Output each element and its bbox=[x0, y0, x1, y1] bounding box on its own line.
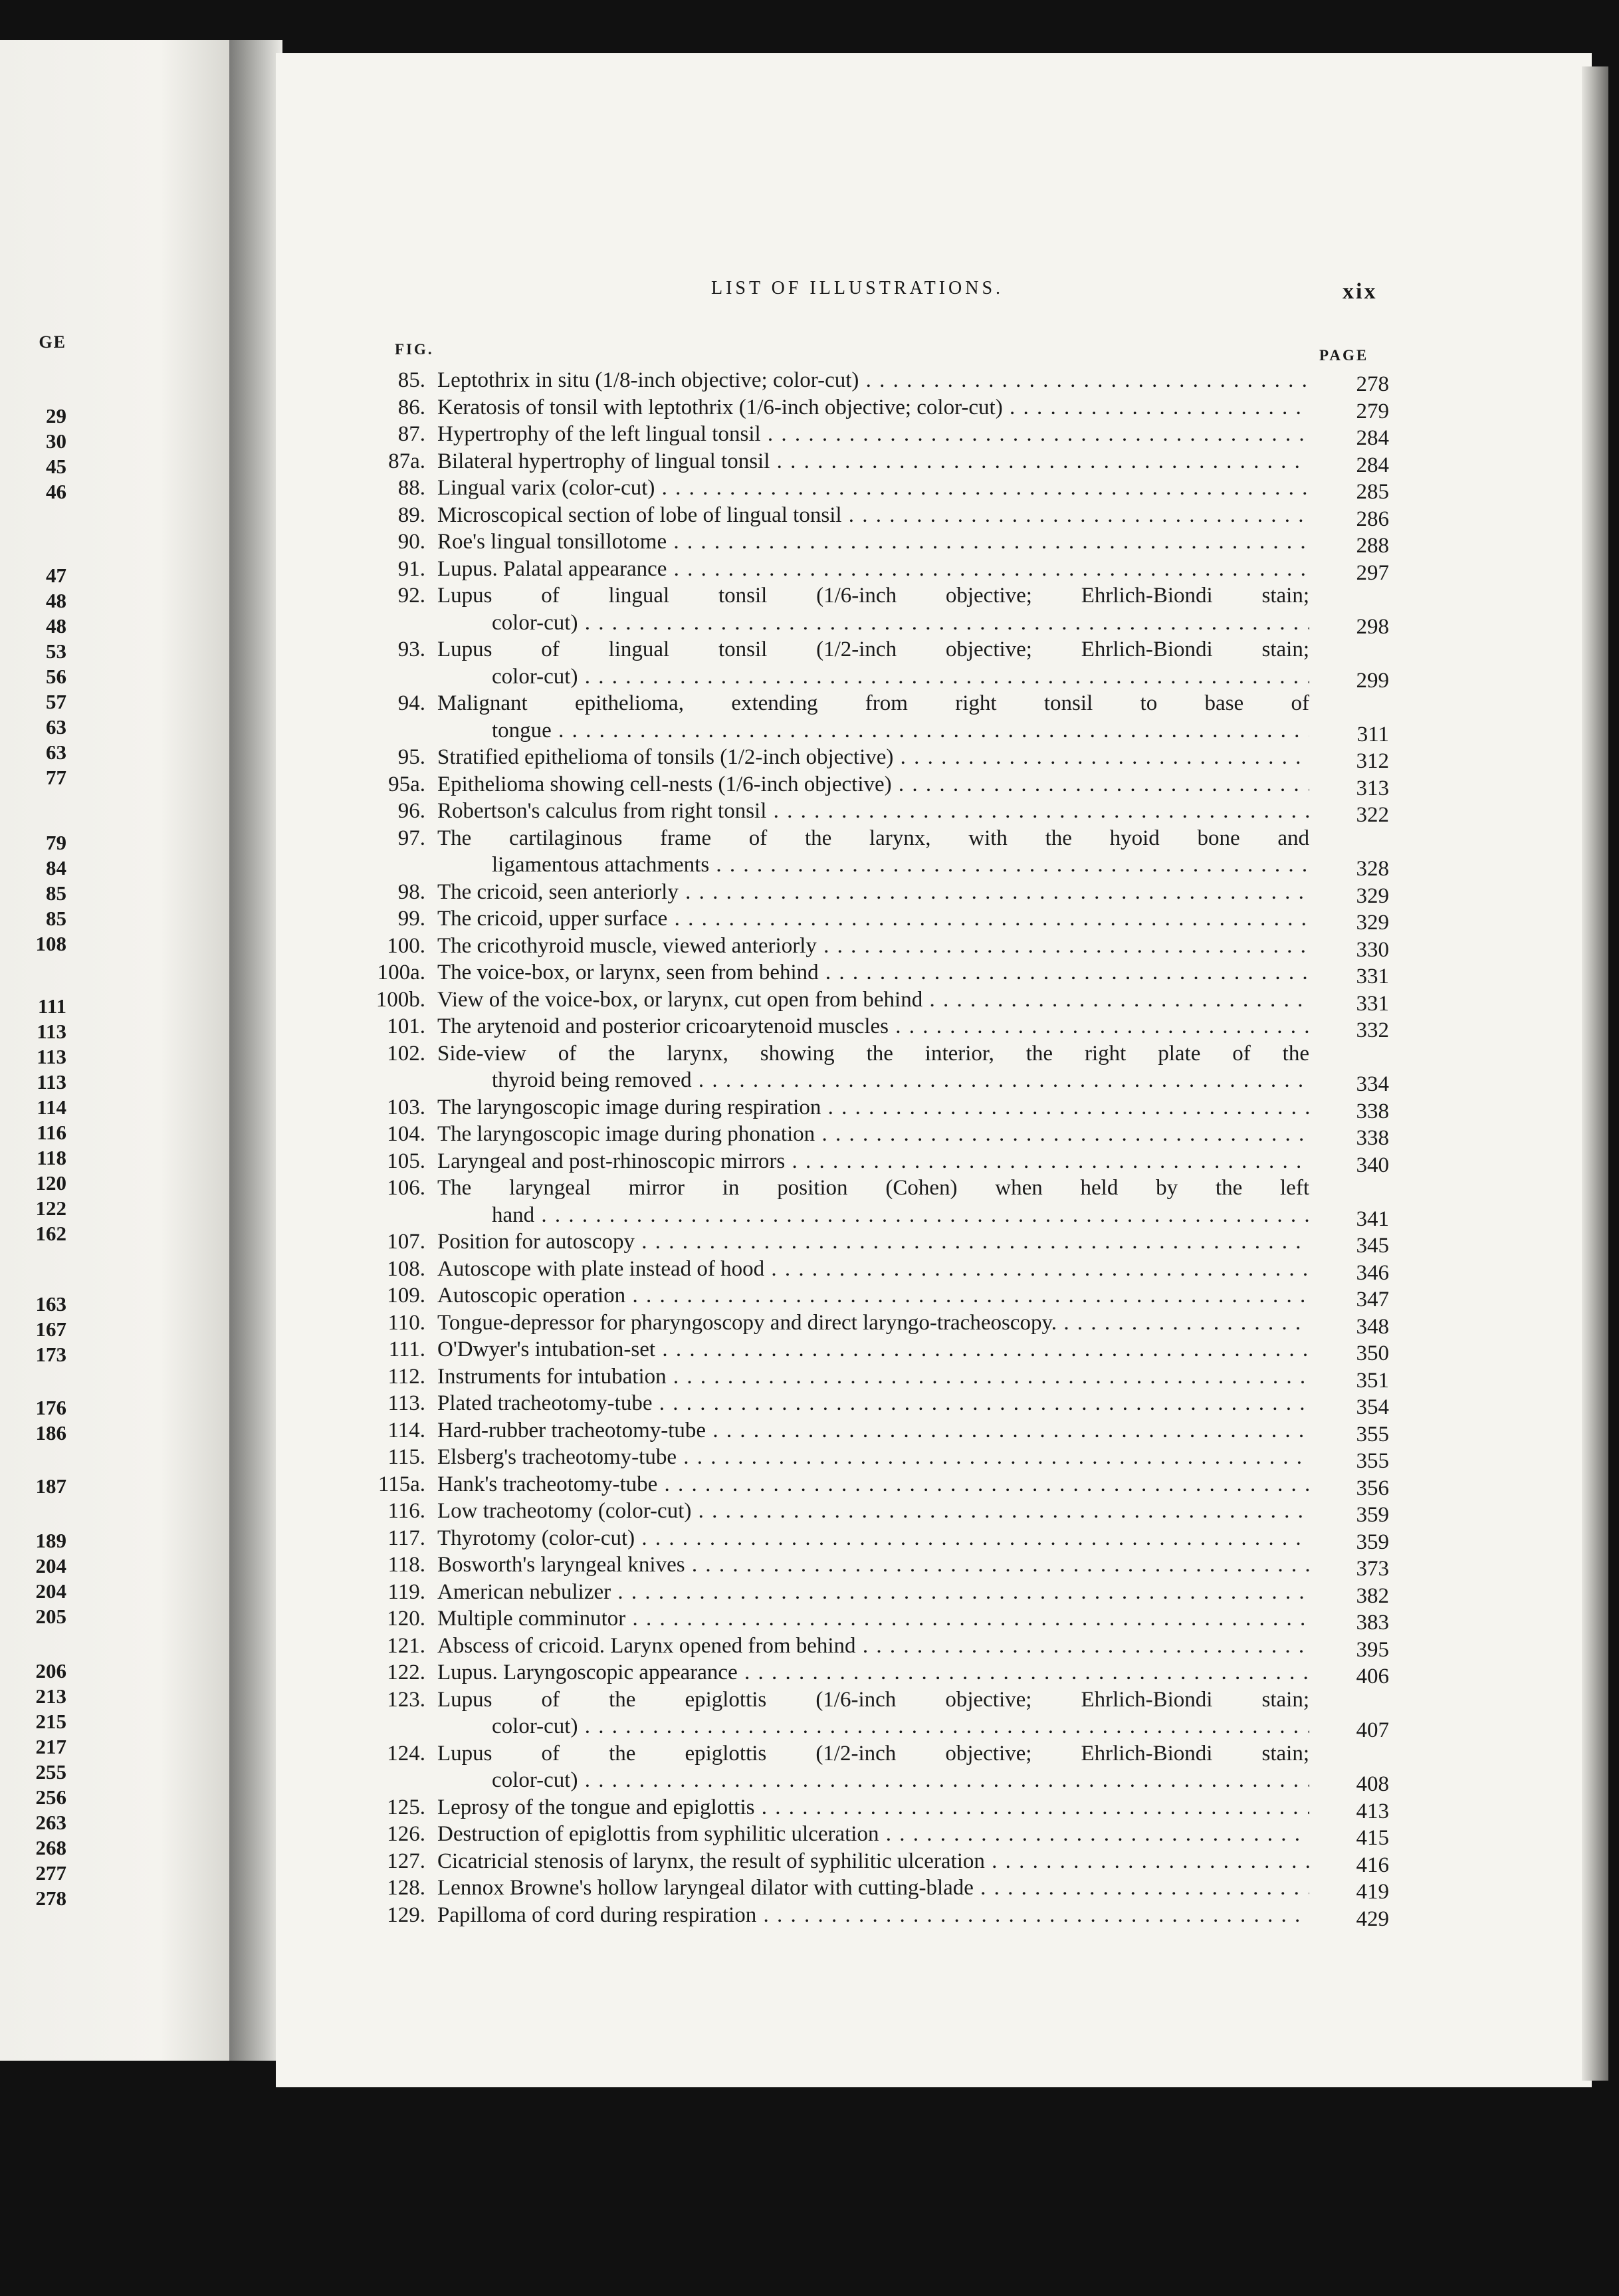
page-number: 382 bbox=[1356, 1583, 1389, 1608]
left-page-number: 173 bbox=[35, 1343, 66, 1366]
figure-number: 101. bbox=[387, 1014, 425, 1038]
figure-caption: Hard-rubber tracheotomy-tube . . . bbox=[437, 1417, 1309, 1444]
figure-caption: O'Dwyer's intubation-set . . . bbox=[437, 1336, 1309, 1363]
page-number: 415 bbox=[1356, 1826, 1389, 1850]
figure-caption: The cricoid, upper surface . . . bbox=[437, 905, 1309, 932]
figure-number: 105. bbox=[387, 1149, 425, 1173]
illustration-entry bbox=[366, 1094, 1389, 1121]
figure-number: 90. bbox=[397, 530, 425, 554]
figure-caption: Instruments for intubation . . . bbox=[437, 1363, 1309, 1390]
page-number: 330 bbox=[1356, 937, 1389, 962]
illustration-entry bbox=[366, 905, 1389, 933]
illustration-entry bbox=[366, 933, 1389, 960]
figure-caption-continued: tongue . . . bbox=[492, 717, 1309, 744]
illustration-entry bbox=[366, 1821, 1389, 1848]
figure-number: 108. bbox=[387, 1256, 425, 1281]
page-number: 286 bbox=[1356, 507, 1389, 531]
page-number: 383 bbox=[1356, 1611, 1389, 1635]
left-page-number: 176 bbox=[35, 1396, 66, 1419]
left-page-number: 205 bbox=[35, 1605, 66, 1628]
left-page-number: 56 bbox=[46, 665, 66, 688]
figure-number: 114. bbox=[387, 1418, 425, 1442]
left-page-number: 63 bbox=[46, 715, 66, 739]
figure-caption: The laryngoscopic image during phonation . . . bbox=[437, 1121, 1309, 1147]
left-page-number: 116 bbox=[37, 1121, 66, 1144]
figure-caption: Tongue-depressor for pharyngoscopy and direct laryngo-tracheoscopy. . . . bbox=[437, 1310, 1309, 1336]
figure-caption: Side-view of the larynx, showing the interior, the right plate of the bbox=[437, 1041, 1309, 1066]
running-header: LIST OF ILLUSTRATIONS. bbox=[711, 278, 1004, 298]
illustration-entry bbox=[366, 1498, 1389, 1525]
figure-number: 107. bbox=[387, 1230, 425, 1254]
page-number: 313 bbox=[1356, 776, 1389, 800]
figure-caption: View of the voice-box, or larynx, cut open from behind . . . bbox=[437, 986, 1309, 1013]
figure-number: 88. bbox=[397, 476, 425, 500]
left-page-number: 48 bbox=[46, 614, 66, 637]
figure-number: 87. bbox=[397, 422, 425, 446]
left-page-number: 277 bbox=[35, 1861, 66, 1885]
page-number: 278 bbox=[1356, 372, 1389, 396]
figure-caption: Bosworth's laryngeal knives . . . bbox=[437, 1551, 1309, 1578]
book-gutter bbox=[229, 40, 282, 2061]
left-page-number: 111 bbox=[37, 994, 66, 1018]
figure-number: 122. bbox=[387, 1661, 425, 1684]
left-page-number: 204 bbox=[35, 1579, 66, 1603]
figure-caption: Lupus of lingual tonsil (1/6-inch objective; Ehrlich-Biondi stain; bbox=[437, 584, 1309, 608]
figure-number: 98. bbox=[397, 879, 425, 904]
figure-caption: Thyrotomy (color-cut) . . . bbox=[437, 1525, 1309, 1551]
page-number: 373 bbox=[1356, 1557, 1389, 1581]
figure-number: 125. bbox=[387, 1795, 425, 1819]
figure-caption: Microscopical section of lobe of lingual tonsil . . . bbox=[437, 502, 1309, 528]
page-number: 347 bbox=[1356, 1288, 1389, 1312]
figure-caption: Abscess of cricoid. Larynx opened from behind . . . bbox=[437, 1633, 1309, 1659]
left-page-number: 45 bbox=[46, 455, 66, 478]
illustration-entry bbox=[366, 1902, 1389, 1929]
figure-caption: The voice-box, or larynx, seen from behind . . . bbox=[437, 959, 1309, 986]
figure-caption: Bilateral hypertrophy of lingual tonsil . . . bbox=[437, 448, 1309, 475]
figure-number: 109. bbox=[387, 1284, 425, 1308]
illustration-entry bbox=[366, 1256, 1389, 1283]
illustration-entry bbox=[366, 1848, 1389, 1875]
figure-caption: American nebulizer . . . bbox=[437, 1579, 1309, 1605]
illustration-entry bbox=[366, 1875, 1389, 1902]
illustration-entry bbox=[366, 528, 1389, 556]
left-page-number: 215 bbox=[35, 1710, 66, 1733]
figure-number: 124. bbox=[387, 1741, 425, 1766]
figure-number: 95. bbox=[397, 745, 425, 769]
figure-number: 106. bbox=[387, 1176, 425, 1200]
page-number: 279 bbox=[1356, 399, 1389, 423]
left-page-number: 189 bbox=[35, 1529, 66, 1552]
figure-number: 92. bbox=[397, 584, 425, 608]
figure-caption-continued: color-cut) . . . bbox=[492, 663, 1309, 690]
left-page-number: 47 bbox=[46, 564, 66, 587]
page-number: 299 bbox=[1356, 668, 1389, 693]
page-number: 419 bbox=[1356, 1880, 1389, 1904]
left-page-number: 85 bbox=[46, 881, 66, 905]
illustration-entry bbox=[366, 1471, 1389, 1498]
left-page-number: 167 bbox=[35, 1318, 66, 1341]
page-number: 416 bbox=[1356, 1853, 1389, 1877]
illustration-entry bbox=[366, 879, 1389, 906]
figure-caption: Laryngeal and post-rhinoscopic mirrors . . . bbox=[437, 1148, 1309, 1175]
figure-number: 110. bbox=[387, 1310, 425, 1335]
illustration-entry bbox=[366, 1633, 1389, 1660]
page-number: 341 bbox=[1356, 1206, 1389, 1231]
figure-caption: Multiple comminutor . . . bbox=[437, 1605, 1309, 1632]
figure-caption: Low tracheotomy (color-cut) . . . bbox=[437, 1498, 1309, 1524]
left-page-number: 77 bbox=[46, 766, 66, 789]
illustration-entry bbox=[366, 367, 1389, 394]
left-page-number: 113 bbox=[37, 1070, 66, 1093]
left-page-number: 255 bbox=[35, 1760, 66, 1783]
left-page-number: 162 bbox=[35, 1222, 66, 1245]
left-page bbox=[0, 40, 229, 2061]
figure-number: 104. bbox=[387, 1122, 425, 1146]
figure-caption: The arytenoid and posterior cricoarytenoid muscles . . . bbox=[437, 1013, 1309, 1040]
page-number: 338 bbox=[1356, 1099, 1389, 1123]
figure-number: 119. bbox=[387, 1579, 425, 1604]
left-page-number: 187 bbox=[35, 1474, 66, 1498]
page-number: 331 bbox=[1356, 965, 1389, 988]
illustration-entry bbox=[366, 825, 1389, 879]
left-page-number: 114 bbox=[37, 1095, 66, 1119]
left-page-number: 213 bbox=[35, 1684, 66, 1708]
illustration-entry bbox=[366, 1040, 1389, 1094]
illustration-entry bbox=[366, 1525, 1389, 1552]
illustration-entry bbox=[366, 1310, 1389, 1337]
page-number: 329 bbox=[1356, 911, 1389, 935]
left-page-number: 163 bbox=[35, 1292, 66, 1316]
fig-column-label: FIG. bbox=[395, 341, 434, 358]
figure-caption: Malignant epithelioma, extending from right tonsil to base of bbox=[437, 691, 1309, 715]
figure-caption: Hypertrophy of the left lingual tonsil . . . bbox=[437, 421, 1309, 447]
page-number: 346 bbox=[1356, 1260, 1389, 1285]
figure-caption: Keratosis of tonsil with leptothrix (1/6-inch objective; color-cut) . . . bbox=[437, 394, 1309, 421]
figure-caption: The laryngeal mirror in position (Cohen) when held by the left bbox=[437, 1176, 1309, 1200]
page-number: 331 bbox=[1356, 991, 1389, 1016]
figure-caption: Leptothrix in situ (1/8-inch objective; color-cut) . . . bbox=[437, 367, 1309, 394]
figure-number: 126. bbox=[387, 1822, 425, 1846]
illustration-entry bbox=[366, 556, 1389, 583]
figure-number: 103. bbox=[387, 1095, 425, 1119]
page-number: 408 bbox=[1356, 1772, 1389, 1796]
figure-caption: Destruction of epiglottis from syphilitic ulceration . . . bbox=[437, 1821, 1309, 1847]
figure-caption: Lupus of lingual tonsil (1/2-inch objective; Ehrlich-Biondi stain; bbox=[437, 637, 1309, 661]
illustration-entry bbox=[366, 798, 1389, 825]
figure-number: 93. bbox=[397, 637, 425, 661]
figure-number: 127. bbox=[387, 1849, 425, 1873]
figure-caption: Stratified epithelioma of tonsils (1/2-inch objective) . . . bbox=[437, 744, 1309, 770]
page-number: 288 bbox=[1356, 534, 1389, 558]
figure-number: 100b. bbox=[376, 987, 425, 1012]
illustration-entry bbox=[366, 1148, 1389, 1175]
page-number: 285 bbox=[1356, 480, 1389, 504]
figure-caption: Position for autoscopy . . . bbox=[437, 1228, 1309, 1255]
figure-number: 94. bbox=[397, 691, 425, 715]
figure-number: 129. bbox=[387, 1902, 425, 1927]
illustration-entry bbox=[366, 421, 1389, 448]
figure-number: 115a. bbox=[378, 1472, 425, 1496]
figure-number: 85. bbox=[397, 368, 425, 392]
page-number: 407 bbox=[1356, 1718, 1389, 1742]
figure-caption-continued: color-cut) . . . bbox=[492, 610, 1309, 636]
figure-caption: Papilloma of cord during respiration . . . bbox=[437, 1902, 1309, 1928]
figure-caption-continued: thyroid being removed . . . bbox=[492, 1067, 1309, 1093]
figure-number: 113. bbox=[387, 1391, 425, 1415]
figure-caption: Lupus. Laryngoscopic appearance . . . bbox=[437, 1659, 1309, 1686]
page-number: 354 bbox=[1356, 1395, 1389, 1419]
page-number: 406 bbox=[1356, 1665, 1389, 1688]
figure-caption: The cricothyroid muscle, viewed anteriorly . . . bbox=[437, 933, 1309, 959]
left-page-number: 53 bbox=[46, 639, 66, 663]
figure-caption-continued: hand . . . bbox=[492, 1202, 1309, 1228]
illustration-entry bbox=[366, 1551, 1389, 1579]
illustration-entry bbox=[366, 771, 1389, 798]
left-page-number: 57 bbox=[46, 690, 66, 713]
page-number: 297 bbox=[1356, 560, 1389, 585]
figure-caption: The laryngoscopic image during respiration . . . bbox=[437, 1094, 1309, 1121]
figure-number: 112. bbox=[387, 1364, 425, 1389]
page-number: 284 bbox=[1356, 426, 1389, 450]
page-number: 322 bbox=[1356, 803, 1389, 827]
figure-number: 120. bbox=[387, 1607, 425, 1631]
illustration-entry bbox=[366, 1336, 1389, 1363]
figure-number: 99. bbox=[397, 907, 425, 931]
illustration-entry bbox=[366, 1390, 1389, 1417]
page-number: 351 bbox=[1356, 1368, 1389, 1393]
figure-caption: The cricoid, seen anteriorly . . . bbox=[437, 879, 1309, 905]
illustration-entry bbox=[366, 448, 1389, 475]
illustration-entry bbox=[366, 959, 1389, 986]
figure-caption: Lupus of the epiglottis (1/6-inch objective; Ehrlich-Biondi stain; bbox=[437, 1687, 1309, 1712]
page-number: 359 bbox=[1356, 1503, 1389, 1527]
figure-number: 128. bbox=[387, 1876, 425, 1900]
illustration-entry bbox=[366, 1579, 1389, 1606]
page-number: 334 bbox=[1356, 1072, 1389, 1096]
figure-number: 86. bbox=[397, 395, 425, 419]
left-page-number: 122 bbox=[35, 1197, 66, 1220]
figure-number: 91. bbox=[397, 556, 425, 581]
left-page-number: 263 bbox=[35, 1811, 66, 1834]
illustration-entry bbox=[366, 1740, 1389, 1794]
illustration-entry bbox=[366, 1228, 1389, 1256]
figure-number: 115. bbox=[387, 1445, 425, 1469]
figure-caption: Autoscope with plate instead of hood . . . bbox=[437, 1256, 1309, 1282]
figure-number: 87a. bbox=[388, 449, 425, 473]
figure-number: 123. bbox=[387, 1687, 425, 1712]
left-page-number: 79 bbox=[46, 831, 66, 854]
left-page-number: 206 bbox=[35, 1659, 66, 1682]
page-number: 312 bbox=[1356, 749, 1389, 773]
figure-caption: Plated tracheotomy-tube . . . bbox=[437, 1390, 1309, 1417]
page-edge bbox=[1582, 66, 1608, 2081]
figure-caption: Lupus. Palatal appearance . . . bbox=[437, 556, 1309, 582]
figure-caption: Lingual varix (color-cut) . . . bbox=[437, 475, 1309, 501]
page-number: 329 bbox=[1356, 883, 1389, 908]
left-page-number: 118 bbox=[37, 1146, 66, 1169]
page-number: 355 bbox=[1356, 1449, 1389, 1473]
figure-caption: Autoscopic operation . . . bbox=[437, 1282, 1309, 1309]
illustration-entry bbox=[366, 1794, 1389, 1821]
page-number: 429 bbox=[1356, 1906, 1389, 1931]
figure-number: 116. bbox=[387, 1499, 425, 1523]
figure-number: 102. bbox=[387, 1041, 425, 1066]
left-page-number: 256 bbox=[35, 1785, 66, 1809]
illustration-entry bbox=[366, 582, 1389, 639]
illustration-entry bbox=[366, 1013, 1389, 1040]
figure-caption-continued: color-cut) . . . bbox=[492, 1713, 1309, 1740]
figure-number: 96. bbox=[397, 799, 425, 823]
left-page-number: 186 bbox=[35, 1421, 66, 1444]
figure-caption: The cartilaginous frame of the larynx, with the hyoid bone and bbox=[437, 826, 1309, 850]
page-number: 359 bbox=[1356, 1530, 1389, 1554]
illustration-entry bbox=[366, 1686, 1389, 1740]
figure-caption: Hank's tracheotomy-tube . . . bbox=[437, 1471, 1309, 1498]
figure-number: 111. bbox=[388, 1337, 425, 1361]
left-page-number: 268 bbox=[35, 1836, 66, 1859]
figure-number: 89. bbox=[397, 503, 425, 527]
page-number: 338 bbox=[1356, 1126, 1389, 1150]
page-number: 332 bbox=[1356, 1018, 1389, 1042]
figure-number: 100. bbox=[387, 933, 425, 958]
left-page-number: 63 bbox=[46, 741, 66, 764]
figure-caption: Robertson's calculus from right tonsil . . . bbox=[437, 798, 1309, 824]
illustration-entry bbox=[366, 502, 1389, 529]
page-number: 340 bbox=[1356, 1153, 1389, 1177]
illustration-entry bbox=[366, 1282, 1389, 1310]
illustration-entry bbox=[366, 1605, 1389, 1633]
figure-number: 118. bbox=[387, 1553, 425, 1577]
left-page-number: 120 bbox=[35, 1171, 66, 1195]
left-page-number: 46 bbox=[46, 480, 66, 503]
left-page-number: 204 bbox=[35, 1554, 66, 1577]
left-page-number: 30 bbox=[46, 429, 66, 453]
illustration-entry bbox=[366, 394, 1389, 421]
figure-caption: Lupus of the epiglottis (1/2-inch objective; Ehrlich-Biondi stain; bbox=[437, 1741, 1309, 1766]
left-page-number: 85 bbox=[46, 907, 66, 930]
figure-number: 97. bbox=[397, 826, 425, 850]
illustration-entry bbox=[366, 986, 1389, 1014]
page-number: 348 bbox=[1356, 1314, 1389, 1339]
figure-caption: Leprosy of the tongue and epiglottis . . . bbox=[437, 1794, 1309, 1821]
figure-caption: Cicatricial stenosis of larynx, the result of syphilitic ulceration . . . bbox=[437, 1848, 1309, 1875]
left-page-number: 84 bbox=[46, 856, 66, 879]
illustration-entry bbox=[366, 1121, 1389, 1148]
page-number: 355 bbox=[1356, 1422, 1389, 1446]
illustration-entry bbox=[366, 1417, 1389, 1444]
illustration-entry bbox=[366, 1175, 1389, 1231]
illustration-entry bbox=[366, 636, 1389, 693]
page-number: 298 bbox=[1356, 614, 1389, 639]
illustration-entry bbox=[366, 1363, 1389, 1391]
figure-number: 121. bbox=[387, 1633, 425, 1658]
left-page-number: 217 bbox=[35, 1735, 66, 1758]
page-number: 395 bbox=[1356, 1637, 1389, 1662]
page-number: 311 bbox=[1356, 722, 1389, 746]
illustration-entry bbox=[366, 475, 1389, 502]
figure-caption: Epithelioma showing cell-nests (1/6-inch objective) . . . bbox=[437, 771, 1309, 798]
page-number: 413 bbox=[1356, 1799, 1389, 1823]
illustration-entry bbox=[366, 1659, 1389, 1686]
illustration-entry bbox=[366, 690, 1389, 744]
left-page-number: 48 bbox=[46, 589, 66, 612]
left-page-number: 278 bbox=[35, 1887, 66, 1910]
figure-number: 100a. bbox=[377, 961, 425, 984]
page-folio: xix bbox=[1343, 279, 1378, 304]
left-page-number: 29 bbox=[46, 404, 66, 427]
page-number: 328 bbox=[1356, 857, 1389, 881]
page-number: 345 bbox=[1356, 1234, 1389, 1258]
page-number: 356 bbox=[1356, 1476, 1389, 1500]
left-page-header-fragment: GE bbox=[39, 332, 66, 352]
left-page-number: 113 bbox=[37, 1020, 66, 1043]
illustration-entry bbox=[366, 1444, 1389, 1471]
figure-number: 117. bbox=[387, 1526, 425, 1550]
left-page-number: 113 bbox=[37, 1045, 66, 1068]
page-column-label: PAGE bbox=[1319, 347, 1369, 364]
page-number: 350 bbox=[1356, 1341, 1389, 1365]
figure-number: 95a. bbox=[388, 772, 425, 796]
figure-caption-continued: color-cut) . . . bbox=[492, 1767, 1309, 1793]
left-page-number: 108 bbox=[35, 932, 66, 955]
page-number: 284 bbox=[1356, 453, 1389, 477]
illustration-entry bbox=[366, 744, 1389, 771]
figure-caption: Lennox Browne's hollow laryngeal dilator with cutting-blade . . . bbox=[437, 1875, 1309, 1901]
figure-caption-continued: ligamentous attachments . . . bbox=[492, 852, 1309, 878]
figure-caption: Roe's lingual tonsillotome . . . bbox=[437, 528, 1309, 555]
figure-caption: Elsberg's tracheotomy-tube . . . bbox=[437, 1444, 1309, 1470]
